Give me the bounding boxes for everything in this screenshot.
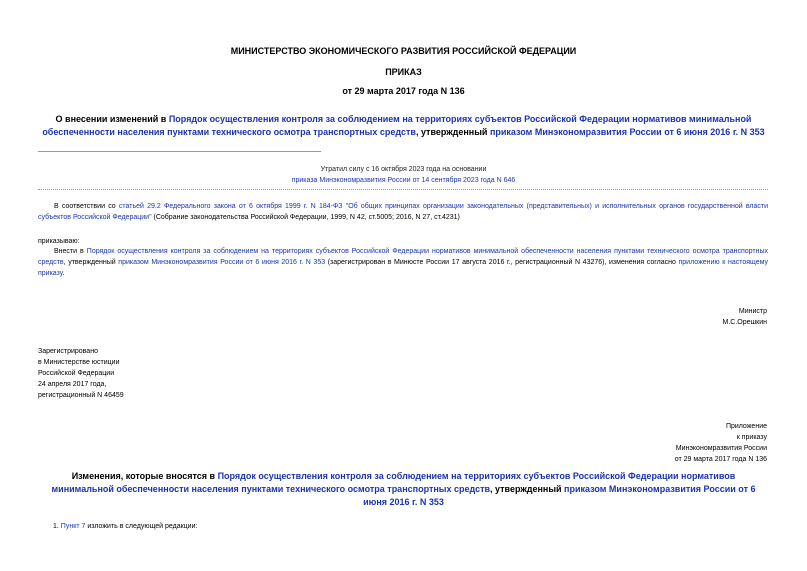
title-link-order-353[interactable]: приказом Минэкономразвития России от 6 июня 2016 г. N 353: [489, 127, 765, 137]
registration-block: [38, 346, 238, 401]
appendix-line: от 29 марта 2017 года N 136: [674, 456, 767, 463]
p1-text-a: В соответствии со: [54, 203, 119, 210]
registration-line: Российской Федерации: [38, 370, 115, 377]
preamble-paragraph: [38, 201, 768, 223]
appendix-line: Минэкономразвития России: [675, 445, 767, 452]
item-link-point-7[interactable]: Пункт 7: [60, 523, 86, 530]
p3-text-c: (зарегистрирован в Минюсте России 17 августа 2016 г., регистрационный N 43276), изменения согласно: [325, 259, 679, 266]
appendix-line: к приказу: [736, 434, 767, 441]
divider-dotted: [38, 189, 768, 190]
changes-title-link-procedure[interactable]: Порядок осуществления контроля за соблюдением на территориях субъектов Российской Федерации нормативов минимальной обеспеченности населения пунктами технического осмотра транспортных средств: [51, 471, 736, 494]
appendix-line: Приложение: [725, 423, 767, 430]
order-date-number: от 29 марта 2017 года N 136: [342, 86, 465, 96]
registration-line: в Министерстве юстиции: [38, 359, 120, 366]
item-text: изложить в следующей редакции:: [85, 523, 198, 530]
registration-line: регистрационный N 46459: [38, 392, 124, 399]
document-title: [40, 113, 767, 139]
change-item-1: [53, 521, 197, 532]
p1-link-federal-law[interactable]: статьей 29.2 Федерального закона от 6 октября 1999 г. N 184-ФЗ "Об общих принципах организации законодательных (представительных) и исполнительных органов государственной власти субъектов Российской Федерации": [38, 203, 768, 221]
signature-name: М.С.Орешкин: [722, 319, 767, 326]
p3-text-d: .: [62, 270, 65, 277]
registration-line: Зарегистрировано: [38, 348, 98, 355]
title-prefix: О внесении изменений в: [55, 114, 169, 124]
changes-title-middle: , утвержденный: [490, 484, 565, 494]
title-middle: , утвержденный: [415, 127, 490, 137]
operative-paragraph: [38, 246, 768, 279]
order-verb: приказываю:: [38, 238, 80, 245]
lost-force-text: Утратил силу с 16 октября 2023 года на основании: [320, 166, 487, 173]
registration-line: 24 апреля 2017 года,: [38, 381, 107, 388]
p3-text-a: Внести в: [54, 248, 87, 255]
order-heading: ПРИКАЗ: [385, 67, 422, 77]
signature-position: Министр: [738, 308, 767, 315]
appendix-block: [567, 421, 767, 465]
lost-force-note: [230, 164, 577, 186]
changes-title: [40, 470, 767, 509]
lost-force-link[interactable]: приказа Минэкономразвития России от 14 сентября 2023 года N 646: [291, 177, 516, 184]
changes-title-link-order-353[interactable]: приказом Минэкономразвития России от 6 июня 2016 г. N 353: [363, 484, 756, 507]
p3-text-b: , утвержденный: [63, 259, 119, 266]
ministry-heading: МИНИСТЕРСТВО ЭКОНОМИЧЕСКОГО РАЗВИТИЯ РОССИЙСКОЙ ФЕДЕРАЦИИ: [230, 46, 577, 56]
changes-title-prefix: Изменения, которые вносятся в: [71, 471, 218, 481]
p3-link-appendix[interactable]: приложению к настоящему приказу: [38, 259, 768, 277]
item-number: 1.: [53, 523, 61, 530]
p3-link-procedure[interactable]: Порядок осуществления контроля за соблюдением на территориях субъектов Российской Федерации нормативов минимальной обеспеченности населения пунктами технического осмотра транспортных средств: [38, 248, 768, 266]
p1-text-b: (Собрание законодательства Российской Федерации, 1999, N 42, ст.5005; 2016, N 27, ст.4231): [151, 214, 460, 221]
p3-link-order-353[interactable]: приказом Минэкономразвития России от 6 июня 2016 г. N 353: [118, 259, 326, 266]
divider-short: [38, 151, 321, 152]
title-link-procedure[interactable]: Порядок осуществления контроля за соблюдением на территориях субъектов Российской Федерации нормативов минимальной обеспеченности населения пунктами технического осмотра транспортных средств: [42, 114, 752, 137]
signature-block: [567, 306, 767, 328]
